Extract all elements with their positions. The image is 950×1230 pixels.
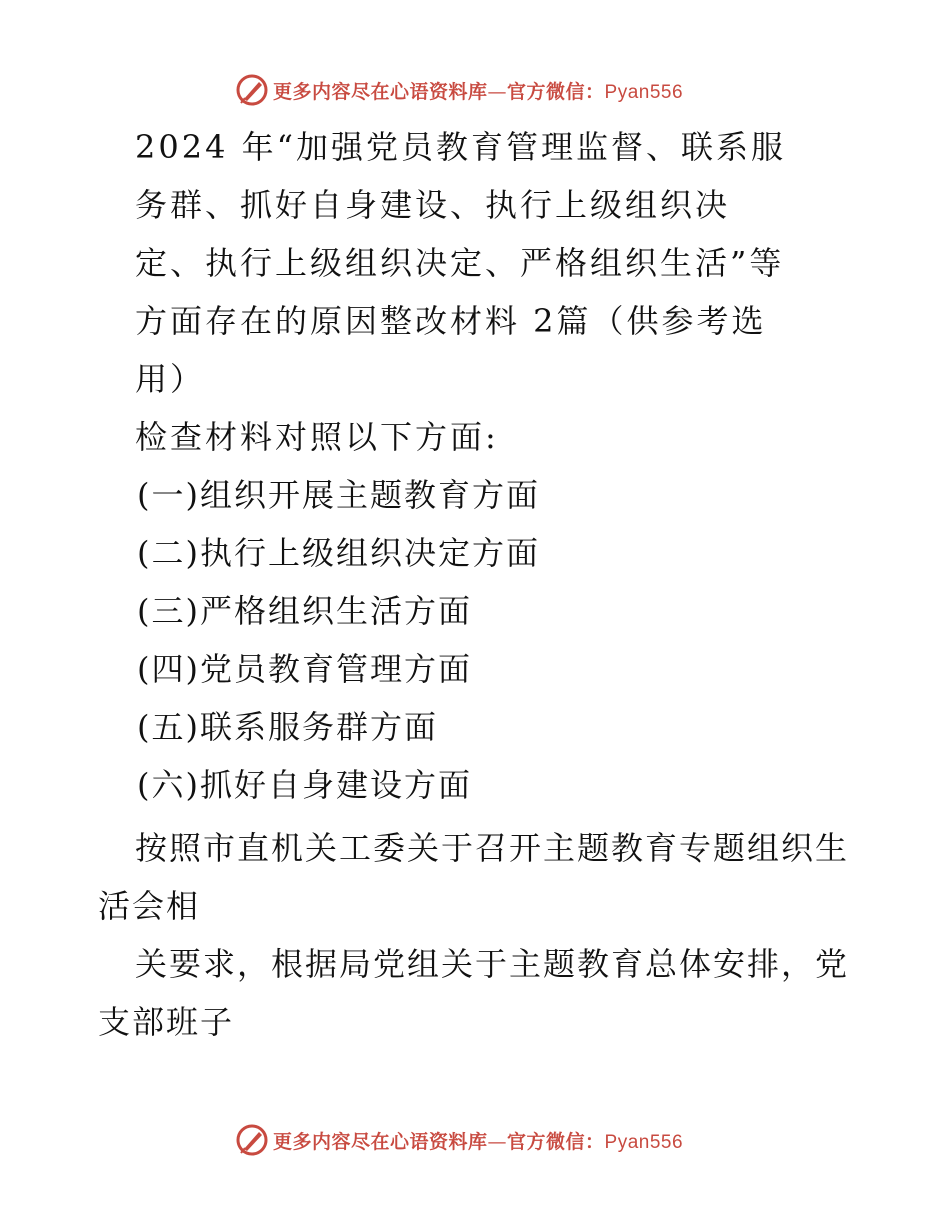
aspect-item-4: (四)党员教育管理方面 bbox=[137, 650, 472, 688]
watermark-label: 官方微信： bbox=[507, 1130, 605, 1153]
watermark-label: 官方微信： bbox=[507, 80, 605, 103]
title-line-3: 定、执行上级组织决定、严格组织生活”等 bbox=[135, 244, 785, 282]
aspect-item-1: (一)组织开展主题教育方面 bbox=[137, 476, 540, 514]
watermark-wechat-id: Pyan556 bbox=[604, 81, 684, 103]
quill-logo-icon bbox=[235, 1123, 269, 1157]
watermark-dash: — bbox=[487, 1130, 508, 1153]
aspect-item-6: (六)抓好自身建设方面 bbox=[137, 766, 472, 804]
footer-watermark bbox=[235, 1120, 683, 1160]
title-line-2: 务群、抓好自身建设、执行上级组织决 bbox=[135, 186, 731, 224]
intro-text: 检查材料对照以下方面: bbox=[135, 418, 499, 456]
watermark-dash: — bbox=[487, 80, 508, 103]
paragraph-1-first-line: 按照市直机关工委关于召开主题教育专题组织生 bbox=[135, 829, 850, 867]
aspect-item-2: (二)执行上级组织决定方面 bbox=[137, 534, 540, 572]
title-line-5: 用） bbox=[135, 360, 206, 398]
watermark-site: 更多内容尽在心语资料库 bbox=[273, 80, 488, 103]
title-line-1: 2024 年“加强党员教育管理监督、联系服 bbox=[135, 128, 786, 166]
paragraph-1-continuation: 活会相 bbox=[98, 887, 201, 925]
title-line-4: 方面存在的原因整改材料 2篇（供参考选 bbox=[135, 302, 767, 340]
aspect-item-5: (五)联系服务群方面 bbox=[137, 708, 438, 746]
paragraph-2-first-line: 关要求，根据局党组关于主题教育总体安排，党 bbox=[135, 945, 850, 983]
watermark-site: 更多内容尽在心语资料库 bbox=[273, 1130, 488, 1153]
watermark-wechat-id: Pyan556 bbox=[604, 1131, 684, 1153]
paragraph-2-continuation: 支部班子 bbox=[98, 1003, 235, 1041]
aspect-item-3: (三)严格组织生活方面 bbox=[137, 592, 472, 630]
